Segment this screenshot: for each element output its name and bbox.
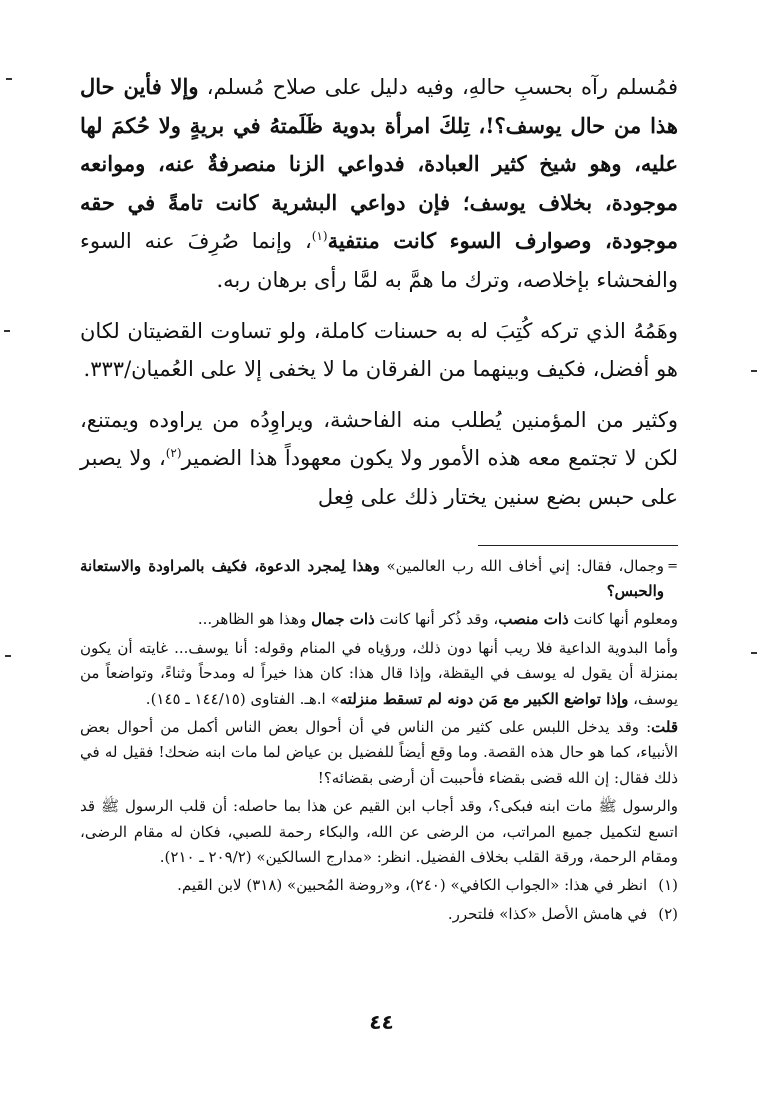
footnote (80, 873, 678, 898)
footnote-ref: (١) (311, 229, 328, 244)
text-run: : وقد يدخل اللبس على كثير من الناس في أن أحوال بعض الناس أكمل من أحوال بعض الأنبياء، كما هو حال هذه القصة. وما وقع أيضاً للفضيل بن عياض لما مات ابنه ضحك! فقيل له في ذلك فقال: إن الله قضى بقضاء فأحببت أن أرضى بقضائه؟! (80, 717, 678, 787)
paragraph (80, 401, 678, 517)
footnote-ref: (٢) (165, 446, 182, 461)
footnote-continuation-paragraph (80, 636, 678, 712)
text-run: ، ولا يصبر على حبس بضع سنين يختار ذلك على فِعل (80, 446, 678, 509)
bold-text-run: وإذا تواضع الكبير مع مَن دونه لم تسقط منزلته (339, 689, 629, 708)
footnote-text: انظر في هذا: «الجواب الكافي» (٢٤٠)، و«روضة المُحبين» (٣١٨) لابن القيم. (177, 876, 648, 895)
text-run: فمُسلم رآه بحسبِ حالهِ، وفيه دليل على صلاح مُسلم، (198, 75, 678, 99)
paragraph (80, 68, 678, 300)
scan-mark (4, 330, 10, 332)
footnote-text: في هامش الأصل «كذا» فلتحرر. (447, 904, 648, 923)
footnote-separator (478, 545, 678, 546)
scan-mark (751, 652, 757, 654)
footnote (80, 902, 678, 927)
paragraph (80, 312, 678, 389)
bold-text-run: ذات منصب (498, 610, 569, 629)
footnote-continuation-paragraph (80, 794, 678, 870)
footnote-continuation-paragraph (80, 554, 678, 605)
bold-text-run: ذات جمال (311, 610, 375, 629)
text-run: وجمال، فقال: إني أخاف الله رب العالمين» (379, 556, 664, 575)
footnotes (80, 554, 678, 928)
main-text (80, 68, 678, 517)
text-run: وهَمُهُ الذي تركه كُتِبَ له به حسنات كاملة، ولو تساوت القضيتان لكان هو أفضل، فكيف وبينهما من الفرقان ما لا يخفى إلا على العُميان/٣٣٣. (80, 318, 678, 382)
text-run: ، وقد ذُكر أنها كانت (374, 610, 499, 629)
footnote-number: (٢) (658, 904, 678, 923)
bold-text-run: وهذا لِمجرد الدعوة، فكيف بالمراودة والاستعانة والحبس؟ (80, 556, 664, 600)
footnote-number: (١) (658, 876, 678, 895)
text-run: » ا.هـ. الفتاوى (١٤٤/١٥ ـ ١٤٥). (145, 689, 340, 708)
text-run: ، وإنما صُرِفَ عنه السوء والفحشاء بإخلاصه، وترك ما همَّ به لمَّا رأى برهان ربه. (80, 229, 678, 292)
text-run: وكثير من المؤمنين يُطلب منه الفاحشة، ويراوِدُه من يراوده ويمتنع، لكن لا تجتمع معه هذه الأمور ولا يكون معهوداً هذا الضمير (80, 407, 678, 471)
text-run: ومعلوم أنها كانت (568, 610, 678, 629)
scan-mark (6, 78, 12, 80)
text-run: وأما البدوية الداعية فلا ريب أنها دون ذلك، ورؤياه في المنام وقوله: أنا يوسف... غايته أن يكون بمنزلة أن يقول له يوسف في اليقظة، وإذا قال هذا: كان هذا خيراً له ومدحاً وثناءً، وتواضعاً من يوسف، (80, 638, 678, 708)
page-body (80, 68, 678, 930)
page-number: ٤٤ (369, 1010, 394, 1034)
scan-mark (5, 655, 11, 657)
bold-text-run: وإلا فأين حال هذا من حال يوسف؟!، تِلكَ امرأة بدوية ظَلَمتهُ في بريةٍ ولا حُكمَ لها عليه، وهو شيخ كثير العبادة، فدواعي الزنا منصرفةٌ عنه، وموانعه موجودة، بخلاف يوسف؛ فإن دواعي البشرية كانت تامةً في حقه موجودة، وصوارف السوء كانت منتفية (80, 74, 679, 254)
footnote-continuation-paragraph (80, 715, 678, 791)
scan-mark (751, 370, 757, 372)
bold-text-run: قلت (651, 717, 678, 736)
text-run: والرسول ﷺ مات ابنه فبكى؟، وقد أجاب ابن القيم عن هذا بما حاصله: أن قلب الرسول ﷺ قد اتسع لتكميل جميع المراتب، من الرضى عن الله، والبكاء رحمة للصبي، فكان له مقام الرضى، ومقام الرحمة، ورقة القلب بخلاف الفضيل. انظر: «مدارج السالكين» (٢٠٩/٢ ـ ٢١٠). (80, 797, 678, 866)
text-run: وهذا هو الظاهر... (197, 610, 312, 629)
footnote-separator-wrap (80, 529, 678, 554)
footnote-continuation-paragraph (80, 607, 678, 632)
